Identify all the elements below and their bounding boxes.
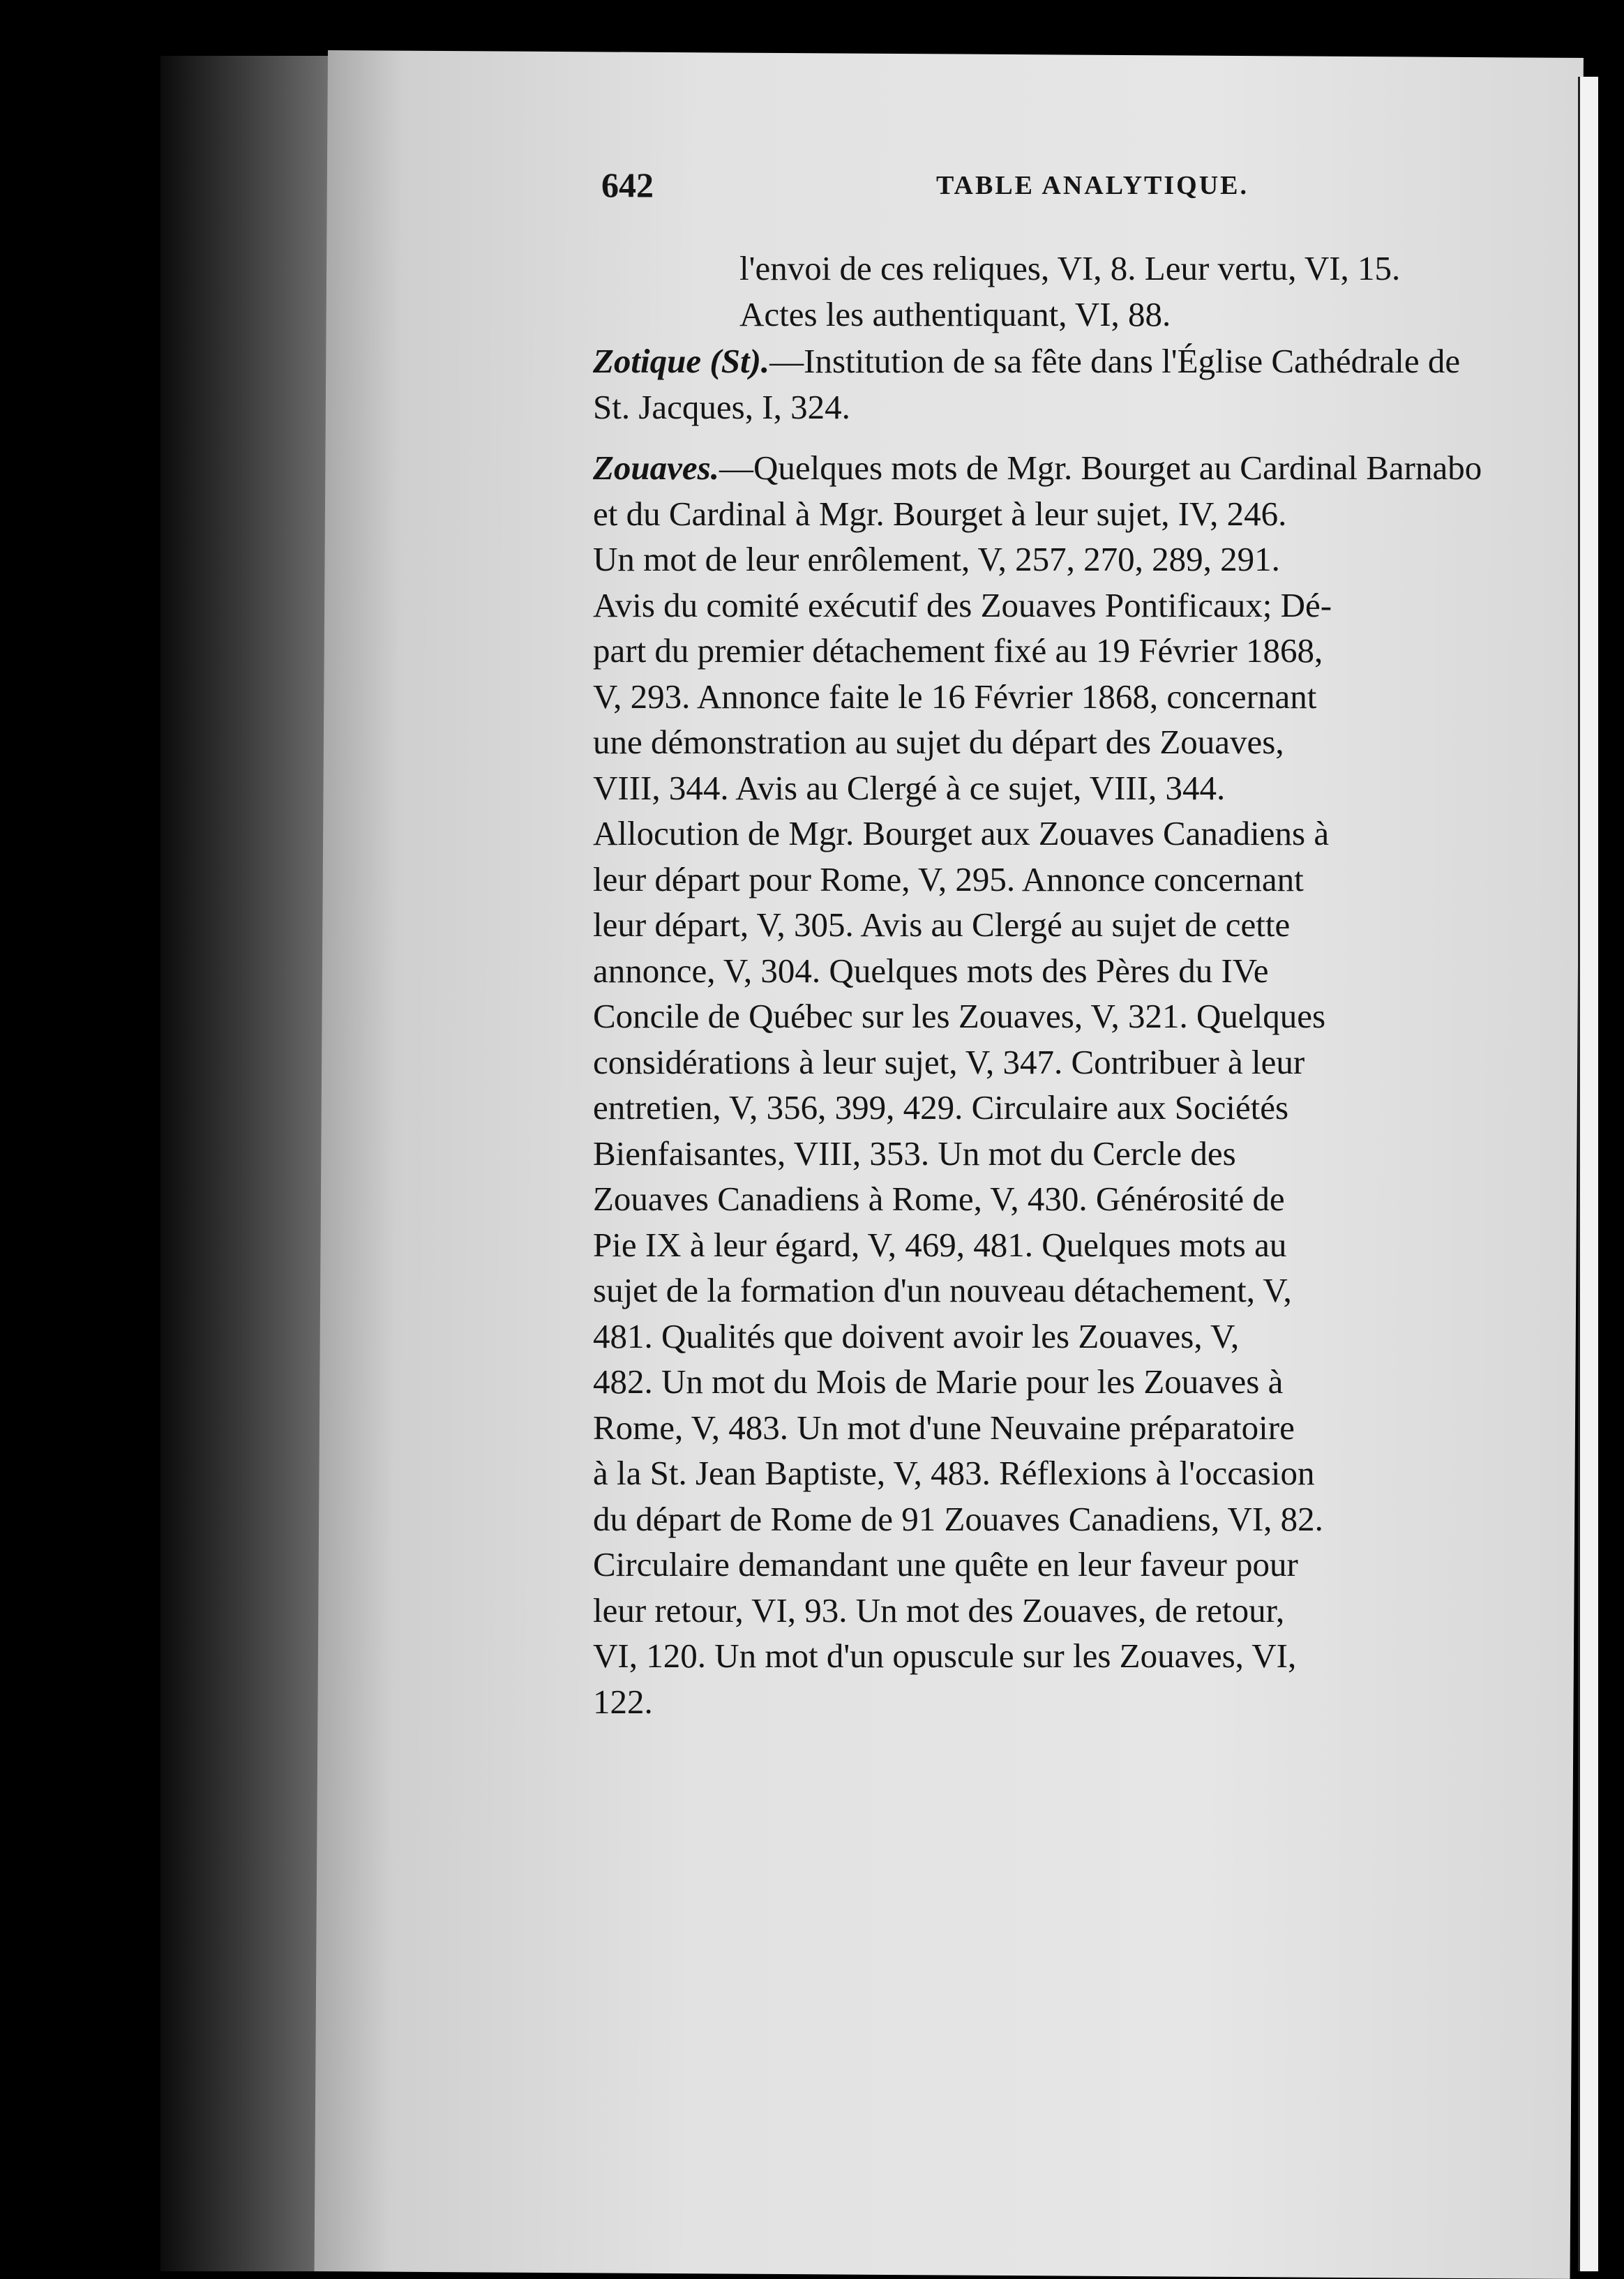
entry-line: part du premier détachement fixé au 19 Février 1868,	[593, 631, 1323, 670]
entry-line: 481. Qualités que doivent avoir les Zouaves, V,	[593, 1316, 1240, 1355]
entry-headword: Zouaves.	[593, 449, 719, 487]
entry-line: leur départ, V, 305. Avis au Clergé au sujet de cette	[593, 905, 1291, 944]
entry-line: Pie IX à leur égard, V, 469, 481. Quelques mots au	[593, 1225, 1287, 1264]
next-page-edge	[1578, 77, 1598, 2271]
entry-line: l'envoi de ces reliques, VI, 8. Leur vertu, VI, 15.	[739, 249, 1401, 287]
entry-line: Zouaves Canadiens à Rome, V, 430. Générosité de	[593, 1180, 1285, 1218]
entry-line: annonce, V, 304. Quelques mots des Pères du IVe	[593, 951, 1269, 990]
entry-line: à la St. Jean Baptiste, V, 483. Réflexions à l'occasion	[593, 1454, 1315, 1492]
entry-line: du départ de Rome de 91 Zouaves Canadiens, VI, 82.	[593, 1499, 1323, 1538]
index-entry-zouaves	[593, 445, 1528, 1724]
entry-line: leur départ pour Rome, V, 295. Annonce concernant	[593, 859, 1304, 898]
entry-line: et du Cardinal à Mgr. Bourget à leur sujet, IV, 246.	[593, 494, 1287, 533]
entry-line: V, 293. Annonce faite le 16 Février 1868, concernant	[593, 677, 1317, 716]
entry-line: une démonstration au sujet du départ des Zouaves,	[593, 723, 1284, 761]
entry-line: entretien, V, 356, 399, 429. Circulaire aux Sociétés	[593, 1088, 1289, 1127]
entry-line: —Institution de sa fête dans l'Église Cathédrale de	[769, 342, 1461, 380]
entry-line: St. Jacques, I, 324.	[593, 387, 850, 426]
index-entries	[593, 246, 1528, 1724]
page-header	[601, 165, 1508, 213]
page-number: 642	[601, 165, 654, 204]
entry-line: sujet de la formation d'un nouveau détachement, V,	[593, 1271, 1292, 1309]
entry-line: Allocution de Mgr. Bourget aux Zouaves Canadiens à	[593, 814, 1330, 852]
entry-headword: Zotique (St).	[593, 342, 770, 380]
entry-line: considérations à leur sujet, V, 347. Contribuer à leur	[593, 1042, 1305, 1081]
entry-line: VI, 120. Un mot d'un opuscule sur les Zouaves, VI,	[593, 1637, 1297, 1675]
index-entry-zotique	[593, 338, 1528, 430]
entry-line: 482. Un mot du Mois de Marie pour les Zouaves à	[593, 1362, 1284, 1401]
entry-line: Avis du comité exécutif des Zouaves Pontificaux; Dé-	[593, 585, 1332, 624]
entry-line: VIII, 344. Avis au Clergé à ce sujet, VIII, 344.	[593, 768, 1226, 807]
index-entry-continuation	[593, 246, 1528, 337]
entry-line: —Quelques mots de Mgr. Bourget au Cardinal Barnabo	[719, 449, 1482, 487]
entry-line: 122.	[593, 1682, 653, 1721]
running-head: TABLE ANALYTIQUE.	[936, 171, 1249, 200]
entry-line: Circulaire demandant une quête en leur faveur pour	[593, 1545, 1298, 1584]
entry-line: Concile de Québec sur les Zouaves, V, 321. Quelques	[593, 997, 1326, 1035]
entry-line: Actes les authentiquant, VI, 88.	[739, 294, 1171, 333]
entry-line: Un mot de leur enrôlement, V, 257, 270, 289, 291.	[593, 540, 1280, 578]
entry-line: leur retour, VI, 93. Un mot des Zouaves, de retour,	[593, 1590, 1285, 1630]
entry-line: Bienfaisantes, VIII, 353. Un mot du Cercle des	[593, 1134, 1236, 1173]
entry-line: Rome, V, 483. Un mot d'une Neuvaine préparatoire	[593, 1408, 1295, 1447]
